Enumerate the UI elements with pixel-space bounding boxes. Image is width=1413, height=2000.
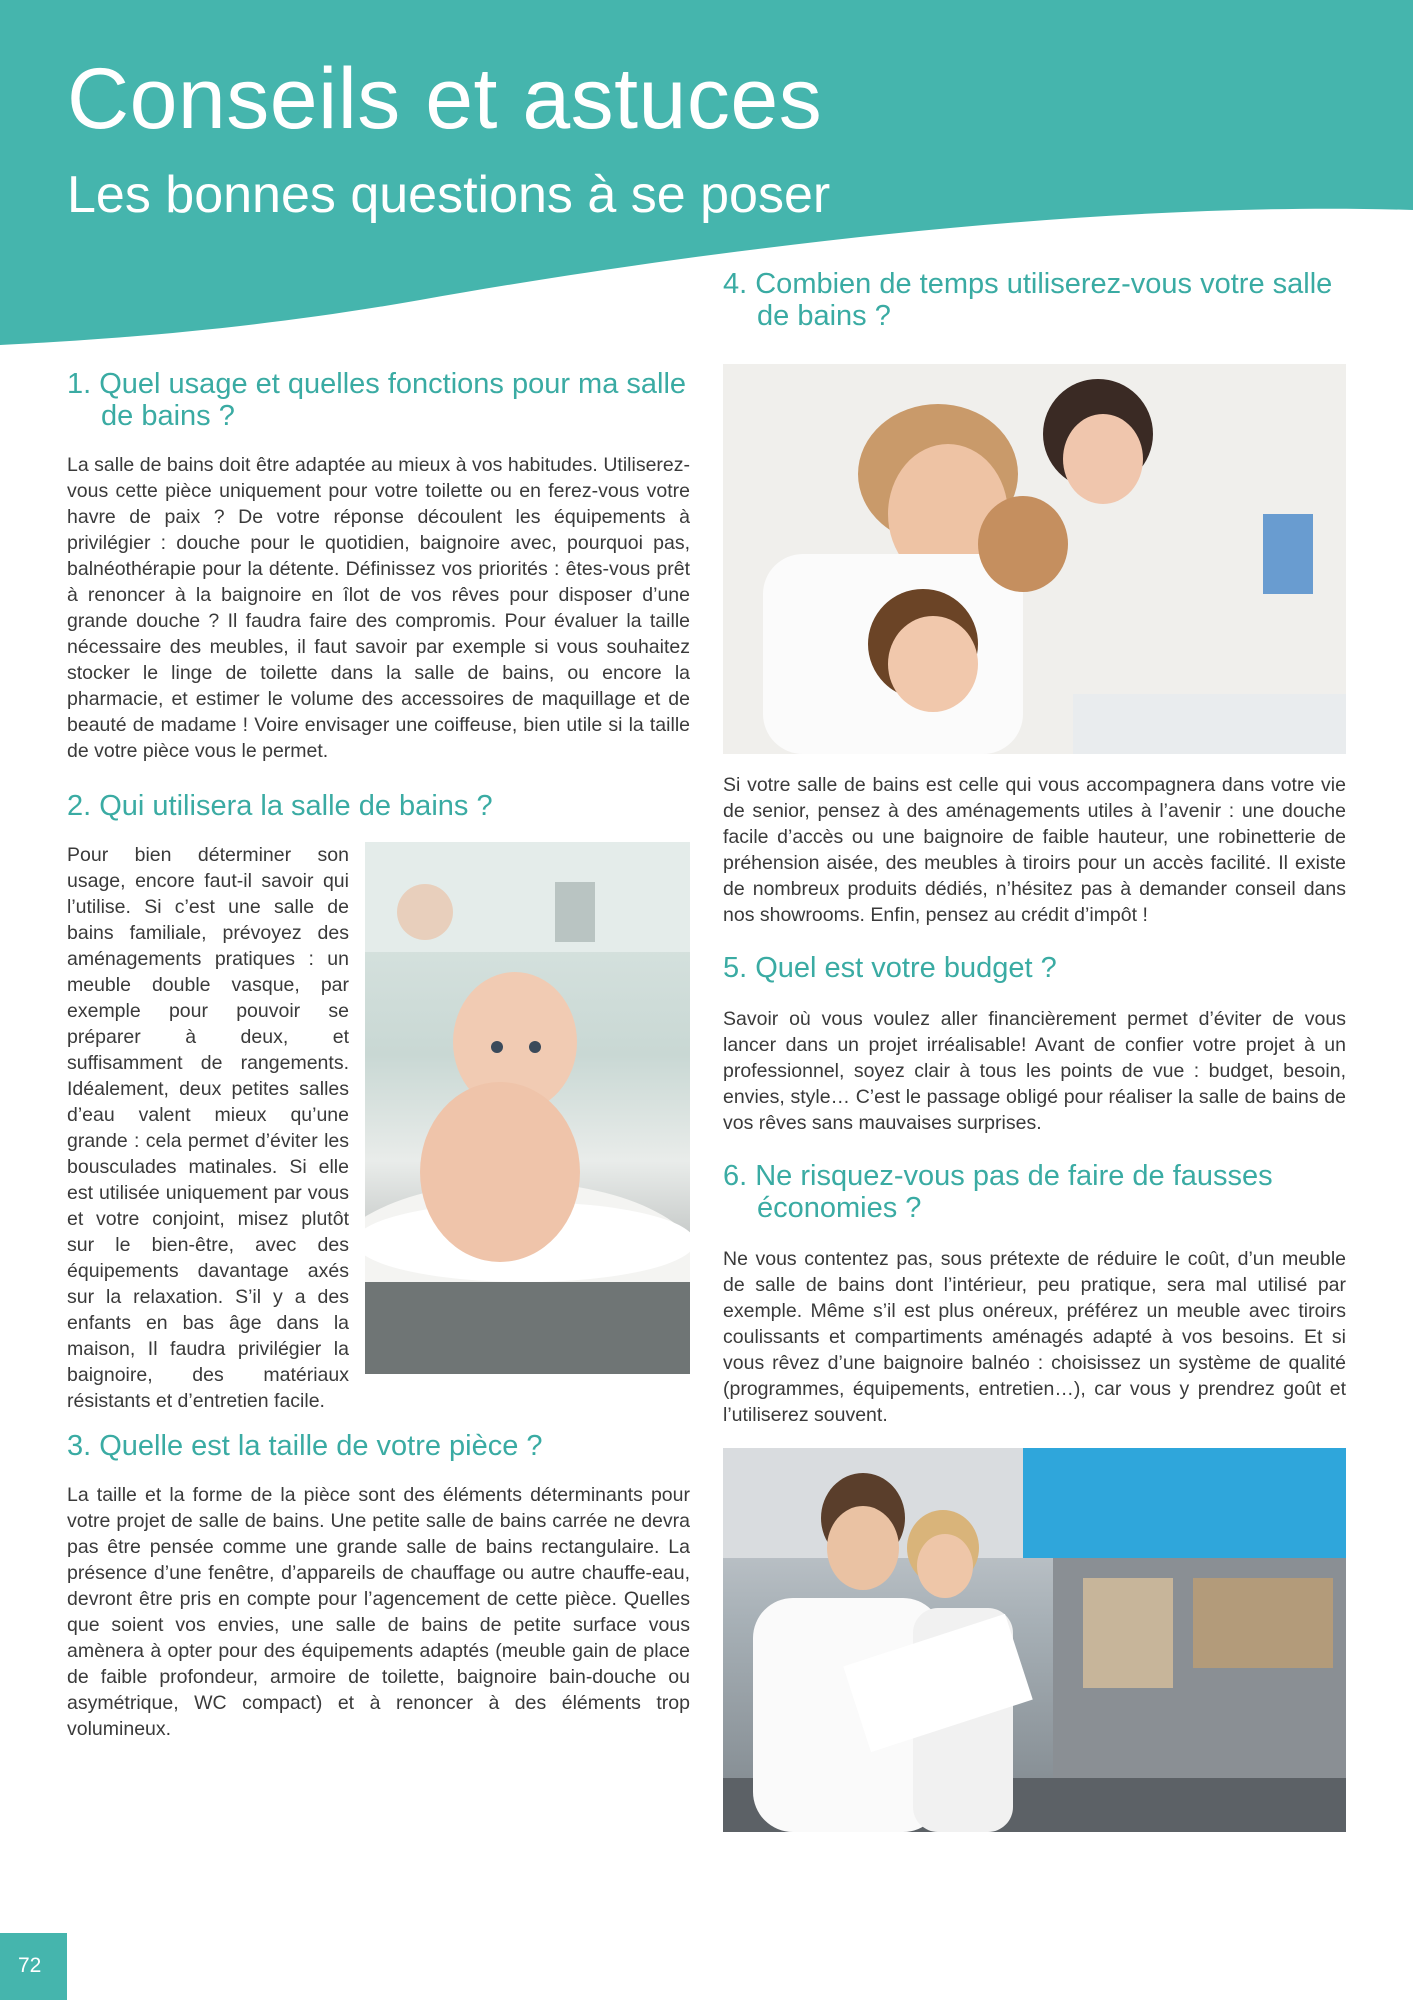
page-title: Conseils et astuces: [67, 51, 823, 147]
page-subtitle: Les bonnes questions à se poser: [67, 166, 831, 224]
right-column: [723, 268, 1346, 1832]
section-2-body: [67, 842, 690, 1414]
section-3-text: La taille et la forme de la pièce sont des éléments déterminants pour votre projet de salle de bains. Une petite salle de bains carrée ne devra pas être pensée comme une grande salle de bains rectangulaire. La présence d’une fenêtre, d’appareils de chauffage ou autre chauffe-eau, devront être pris en compte pour l’agencement de cette pièce. Quelles que soient vos envies, une salle de bains de petite surface vous amènera à opter pour des équipements adaptés (meuble gain de place de faible profondeur, armoire de toilette, baignoire bain-douche ou asymétrique, WC compact) et à renoncer à des éléments trop volumineux.: [67, 1484, 690, 1740]
section-5-heading: 5. Quel est votre budget ?: [723, 952, 1057, 984]
section-5-text: Savoir où vous voulez aller financièrement permet d’éviter de vous lancer dans un projet irréalisable! Avant de confier votre projet à un professionnel, soyez clair à tous les points de vue : budget, besoin, envies, style… C’est le passage obligé pour réaliser la salle de bains de vos rêves sans mauvaises surprises.: [723, 1008, 1346, 1134]
page-number-badge: [0, 1933, 67, 2000]
section-1-text: La salle de bains doit être adaptée au mieux à vos habitudes. Utiliserez-vous cette pièce uniquement pour votre toilette ou en ferez-vous votre havre de paix ? De votre réponse découlent les équipements à privilégier : douche pour le quotidien, baignoire avec, pourquoi pas, balnéothérapie pour la détente. Définissez vos priorités : êtes-vous prêt à renoncer à la baignoire en îlot de vos rêves pour disposer d’une grande douche ? Il faudra faire des compromis. Pour évaluer la taille nécessaire des meubles, il faut savoir par exemple si vous souhaitez stocker le linge de toilette dans la salle de bains, ou encore la pharmacie, et estimer le volume des accessoires de maquillage et de beauté de madame ! Voire envisager une coiffeuse, bien utile si la taille de votre pièce vous le permet.: [67, 454, 690, 762]
section-4-heading: 4. Combien de temps utiliserez-vous votre salle de bains ?: [723, 268, 1333, 332]
showroom-couple-photo: [723, 1448, 1346, 1832]
section-2-heading: 2. Qui utilisera la salle de bains ?: [67, 790, 493, 822]
left-column: [67, 368, 690, 1742]
section-6-text: Ne vous contentez pas, sous prétexte de réduire le coût, d’un meuble de salle de bains dont l’intérieur, peu pratique, sera mal utilisé par exemple. Même s’il est plus onéreux, préférez un meuble avec tiroirs coulissants et compartiments aménagés adapté à vos besoins. Et si vous rêvez d’une baignoire balnéo : choisissez un système de qualité (programmes, équipements, entretien…), car vous y prendrez goût et l’utiliserez souvent.: [723, 1248, 1346, 1426]
page-number: 72: [18, 1954, 42, 1977]
section-6-heading: 6. Ne risquez-vous pas de faire de fausses économies ?: [723, 1160, 1273, 1224]
section-3-heading: 3. Quelle est la taille de votre pièce ?: [67, 1430, 543, 1462]
section-1-heading: 1. Quel usage et quelles fonctions pour ma salle de bains ?: [67, 368, 687, 432]
family-brushing-teeth-photo: [723, 364, 1346, 754]
section-4-text: Si votre salle de bains est celle qui vous accompagnera dans votre vie de senior, pensez à des aménagements utiles à l’avenir : une douche facile d’accès ou une baignoire de faible hauteur, une robinetterie de préhension aisée, des meubles à tiroirs pour un accès facilité. Il existe de nombreux produits dédiés, n’hésitez pas à demander conseil dans nos showrooms. Enfin, pensez au crédit d’impôt !: [723, 774, 1346, 926]
section-2-text: Pour bien déterminer son usage, encore faut-il savoir qui l’utilise. Si c’est une salle de bains familiale, prévoyez des aménagements pratiques : un meuble double vasque, par exemple pour pouvoir se préparer à deux, et suffisamment de rangements. Idéalement, deux petites salles d’eau valent mieux qu’une grande : cela permet d’éviter les bousculades matinales. Si elle est utilisée uniquement par vous et votre conjoint, misez plutôt sur le bien-être, avec des équipements davantage axés sur la relaxation. S’il y a des enfants en bas âge dans la maison, Il faudra privilégier la baignoire, des matériaux résistants et d’entretien facile.: [67, 844, 349, 1412]
baby-bath-photo: [365, 842, 690, 1374]
